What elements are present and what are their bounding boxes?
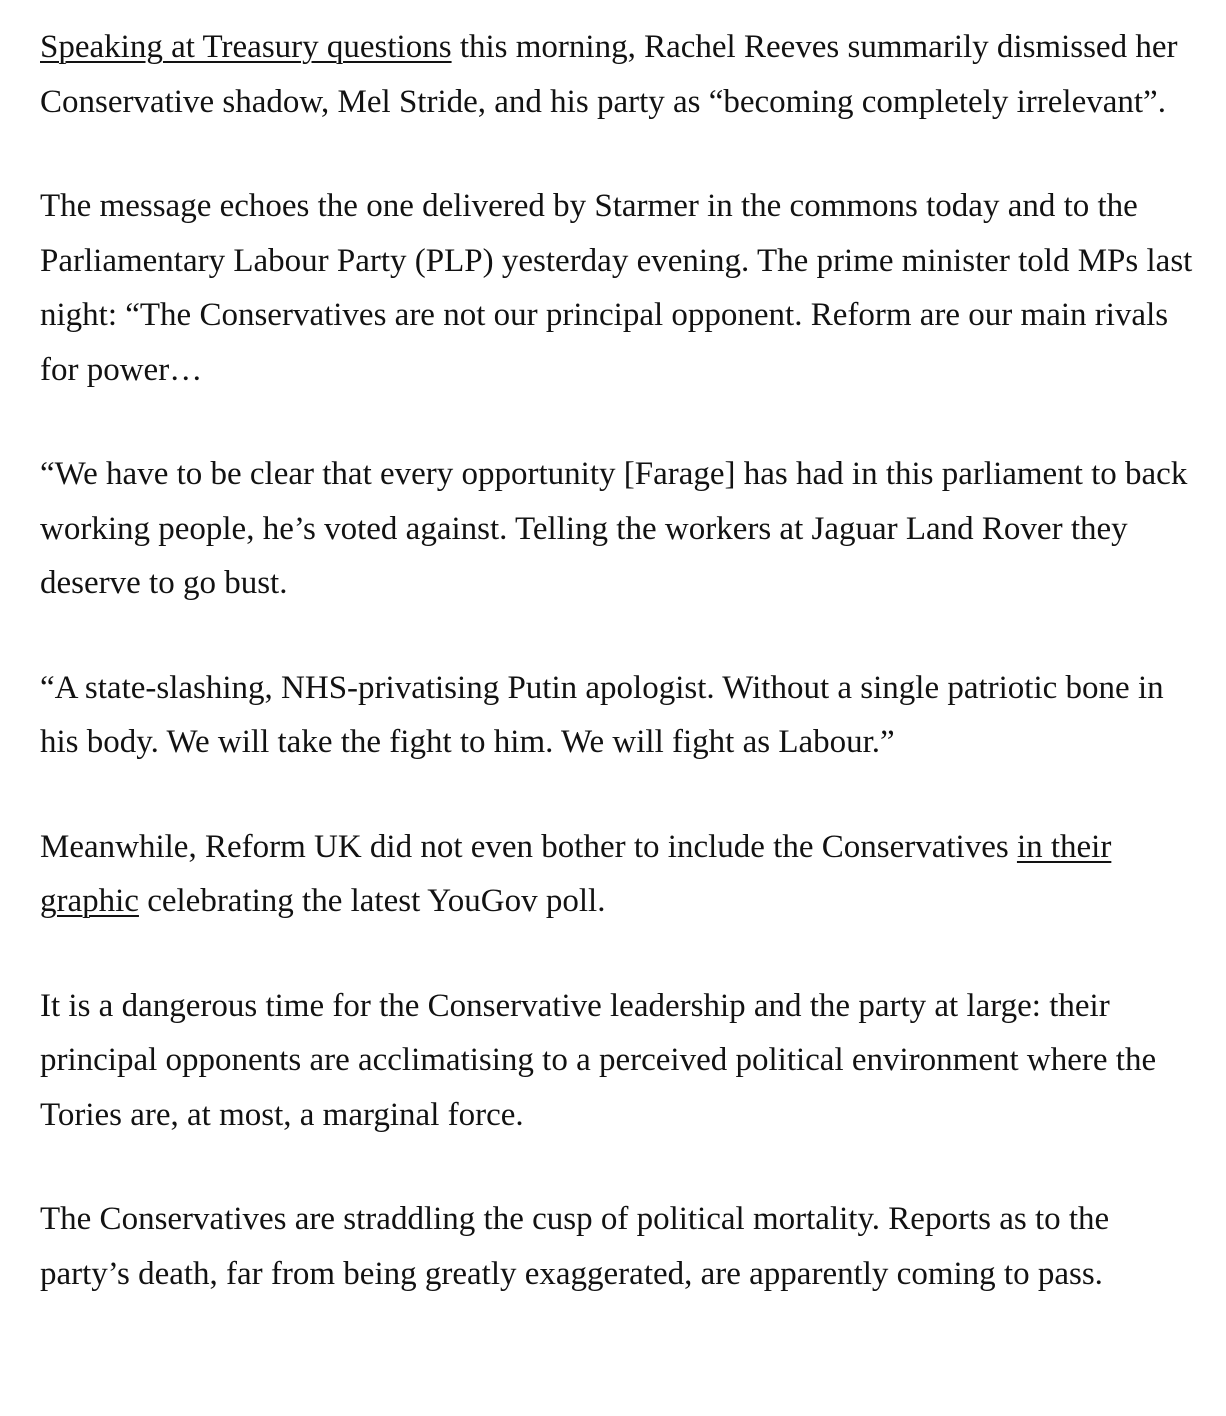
paragraph-5: [40, 820, 1196, 929]
paragraph-5-text-after: celebrating the latest YouGov poll.: [138, 883, 606, 919]
paragraph-7: The Conservatives are straddling the cusp of political mortality. Reports as to the party’s death, far from being greatly exaggerated, are apparently coming to pass.: [40, 1201, 1110, 1292]
treasury-questions-link[interactable]: Speaking at Treasury questions: [40, 29, 452, 65]
paragraph-3: “We have to be clear that every opportunity [Farage] has had in this parliament to back working people, he’s voted against. Telling the workers at Jaguar Land Rover they deserve to go bust.: [40, 456, 1188, 601]
paragraph-1: [40, 20, 1196, 129]
reform-graphic-link[interactable]: in their graphic: [40, 828, 1112, 919]
paragraph-4: “A state-slashing, NHS-privatising Putin apologist. Without a single patriotic bone in his body. We will take the fight to him. We will fight as Labour.”: [40, 669, 1164, 760]
paragraph-5-text-before: Meanwhile, Reform UK did not even bother to include the Conservatives: [40, 828, 1017, 865]
paragraph-2: The message echoes the one delivered by Starmer in the commons today and to the Parliamentary Labour Party (PLP) yesterday evening. The prime minister told MPs last night: “The Conservatives are not our principal opponent. Reform are our main rivals for power…: [40, 188, 1193, 388]
paragraph-1-text: this morning, Rachel Reeves summarily dismissed her Conservative shadow, Mel Stride, and his party as “becoming completely irrelevant”.: [40, 29, 1178, 120]
paragraph-6: It is a dangerous time for the Conservative leadership and the party at large: their principal opponents are acclimatising to a perceived political environment where the Tories are, at most, a marginal force.: [40, 987, 1157, 1133]
